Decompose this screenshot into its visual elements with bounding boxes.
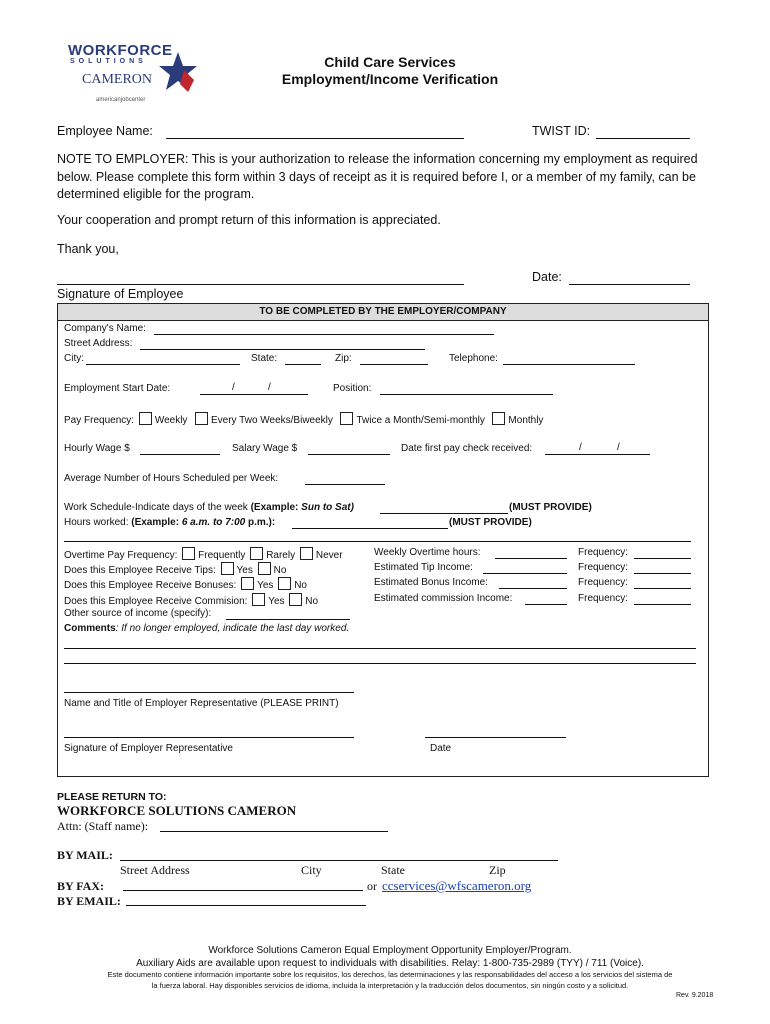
tip-frequency-label: Frequency: bbox=[578, 562, 629, 573]
first-check-field[interactable]: / / bbox=[545, 443, 650, 455]
street-field[interactable] bbox=[140, 349, 425, 350]
company-name-label: Company's Name: bbox=[64, 323, 146, 334]
company-name-row bbox=[64, 323, 146, 334]
commission-frequency-field[interactable] bbox=[634, 604, 691, 605]
by-fax-label: BY FAX: bbox=[57, 879, 104, 893]
commission-row bbox=[64, 593, 318, 607]
mail-street-caption: Street Address bbox=[120, 863, 190, 877]
employee-name-label: Employee Name: bbox=[57, 124, 153, 138]
email-link[interactable]: ccservices@wfscameron.org bbox=[382, 878, 532, 893]
hours-worked-field[interactable] bbox=[292, 528, 448, 529]
biweekly-checkbox[interactable] bbox=[195, 412, 208, 425]
schedule-label: Work Schedule-Indicate days of the week bbox=[64, 502, 248, 513]
hourly-wage-field[interactable] bbox=[140, 454, 220, 455]
bonuses-no-checkbox[interactable] bbox=[278, 577, 291, 590]
street-label: Street Address: bbox=[64, 338, 133, 349]
attn-label: Attn: (Staff name): bbox=[57, 819, 149, 833]
company-name-field[interactable] bbox=[154, 334, 494, 335]
overtime-row bbox=[64, 547, 343, 561]
biweekly-option: Every Two Weeks/Biweekly bbox=[211, 415, 333, 426]
thank-you-text: Thank you, bbox=[57, 242, 119, 256]
cooperation-text: Your cooperation and prompt return of this information is appreciated. bbox=[57, 213, 441, 227]
city-label: City: bbox=[64, 353, 84, 364]
tips-label: Does this Employee Receive Tips: bbox=[64, 565, 216, 576]
zip-field[interactable] bbox=[360, 364, 428, 365]
hours-worked-row bbox=[64, 517, 275, 528]
est-bonus-label: Estimated Bonus Income: bbox=[374, 577, 488, 588]
tips-no-checkbox[interactable] bbox=[258, 562, 271, 575]
est-tip-label: Estimated Tip Income: bbox=[374, 562, 473, 573]
pay-frequency-label: Pay Frequency: bbox=[64, 415, 135, 426]
twist-id-field[interactable] bbox=[596, 138, 690, 139]
footer-spanish-2: la fuerza laboral. Hay disponibles servicios de idioma, incluida la interpretación y la traducción delos documentos, sin ningún costo y a solicitud. bbox=[151, 981, 629, 990]
by-email-label: BY EMAIL: bbox=[57, 894, 121, 908]
rep-signature-label: Signature of Employer Representative bbox=[64, 743, 233, 754]
state-field[interactable] bbox=[285, 364, 321, 365]
commission-yes: Yes bbox=[268, 596, 285, 607]
bonuses-no: No bbox=[294, 580, 307, 591]
email-field[interactable] bbox=[126, 905, 366, 906]
weekly-overtime-field[interactable] bbox=[495, 558, 567, 559]
attn-field[interactable] bbox=[160, 831, 388, 832]
weekly-checkbox[interactable] bbox=[139, 412, 152, 425]
mail-state-caption: State bbox=[381, 863, 405, 877]
commission-no-checkbox[interactable] bbox=[289, 593, 302, 606]
overtime-frequency-label: Frequency: bbox=[578, 547, 629, 558]
employee-signature-field[interactable] bbox=[57, 284, 464, 285]
bonuses-row bbox=[64, 577, 307, 591]
commission-no: No bbox=[305, 596, 319, 607]
footer-eeo: Workforce Solutions Cameron Equal Employment Opportunity Employer/Program. bbox=[208, 945, 572, 956]
rep-date-label: Date bbox=[430, 743, 452, 754]
pay-frequency-row bbox=[64, 412, 543, 426]
rep-name-label: Name and Title of Employer Representative (PLEASE PRINT) bbox=[64, 698, 339, 709]
mail-city-caption: City bbox=[301, 863, 322, 877]
fax-or: or bbox=[367, 879, 377, 893]
state-label: State: bbox=[251, 353, 278, 364]
overtime-frequency-field[interactable] bbox=[634, 558, 691, 559]
please-return-label: PLEASE RETURN TO: bbox=[57, 791, 167, 803]
never-checkbox[interactable] bbox=[300, 547, 313, 560]
position-field[interactable] bbox=[380, 394, 553, 395]
mail-field[interactable] bbox=[120, 860, 558, 861]
est-commission-field[interactable] bbox=[525, 604, 567, 605]
workforce-logo bbox=[66, 40, 196, 108]
semimonthly-checkbox[interactable] bbox=[340, 412, 353, 425]
note-paragraph: NOTE TO EMPLOYER: This is your authorization to release the information concerning my employment as required below. Please complete this form within 3 days of receipt as it is required before I, or a member of my family, can be determined eligible for the program. bbox=[57, 152, 698, 201]
est-tip-field[interactable] bbox=[483, 573, 567, 574]
street-row bbox=[64, 338, 132, 349]
salary-wage-label: Salary Wage $ bbox=[232, 443, 298, 454]
rep-name-field[interactable] bbox=[64, 692, 354, 693]
weekly-option: Weekly bbox=[154, 415, 188, 426]
commission-frequency-label: Frequency: bbox=[578, 593, 629, 604]
rep-date-field[interactable] bbox=[425, 737, 566, 738]
section-divider bbox=[64, 541, 691, 542]
other-income-field[interactable] bbox=[226, 619, 350, 620]
salary-wage-field[interactable] bbox=[308, 454, 390, 455]
never-option: Never bbox=[315, 550, 343, 561]
bonus-frequency-label: Frequency: bbox=[578, 577, 629, 588]
frequently-checkbox[interactable] bbox=[182, 547, 195, 560]
employee-date-field[interactable] bbox=[569, 284, 690, 285]
logo-line4: americanjobcenter bbox=[96, 97, 146, 103]
est-commission-label: Estimated commission Income: bbox=[374, 593, 513, 604]
rarely-checkbox[interactable] bbox=[250, 547, 263, 560]
fax-field[interactable] bbox=[123, 890, 363, 891]
bonuses-label: Does this Employee Receive Bonuses: bbox=[64, 580, 237, 591]
return-org: WORKFORCE SOLUTIONS CAMERON bbox=[57, 803, 297, 818]
monthly-checkbox[interactable] bbox=[492, 412, 505, 425]
start-date-field[interactable]: / / bbox=[200, 383, 308, 395]
comments-row bbox=[64, 623, 349, 634]
tips-yes-checkbox[interactable] bbox=[221, 562, 234, 575]
tips-row bbox=[64, 562, 286, 576]
city-field[interactable] bbox=[86, 364, 240, 365]
position-label: Position: bbox=[333, 383, 372, 394]
footer-aux: Auxiliary Aids are available upon request to individuals with disabilities. Relay: 1-800-735-2989 (TYY) / 711 (Voice). bbox=[136, 958, 644, 969]
tips-no: No bbox=[273, 565, 287, 576]
est-bonus-field[interactable] bbox=[499, 588, 567, 589]
avg-hours-field[interactable] bbox=[305, 484, 385, 485]
schedule-example: (Example: bbox=[250, 502, 299, 513]
employee-date-label: Date: bbox=[532, 270, 562, 284]
first-check-label: Date first pay check received: bbox=[401, 443, 533, 454]
page-subtitle: Employment/Income Verification bbox=[281, 71, 499, 87]
comments-label: Comments bbox=[64, 623, 116, 634]
rep-signature-field[interactable] bbox=[64, 737, 354, 738]
bonus-frequency-field[interactable] bbox=[634, 588, 691, 589]
other-income-label: Other source of income (specify): bbox=[64, 608, 212, 619]
star-icon bbox=[158, 50, 198, 94]
page-title: Child Care Services bbox=[324, 54, 456, 70]
schedule-example-value: Sun to Sat) bbox=[301, 502, 354, 513]
tips-yes: Yes bbox=[236, 565, 253, 576]
schedule-must-provide: (MUST PROVIDE) bbox=[509, 502, 592, 513]
comments-hint: : If no longer employed, indicate the last day worked. bbox=[115, 623, 350, 634]
telephone-field[interactable] bbox=[503, 364, 635, 365]
comments-line-2[interactable] bbox=[64, 663, 696, 664]
hours-example-pm: p.m.): bbox=[247, 517, 276, 528]
hours-must-provide: (MUST PROVIDE) bbox=[449, 517, 532, 528]
footer-spanish-1: Este documento contiene información importante sobre los requisitos, los derechos, las determinaciones y las responsabilidades del acceso a los servicios del sistema de bbox=[107, 970, 673, 979]
zip-label: Zip: bbox=[335, 353, 352, 364]
hours-example: (Example: bbox=[131, 517, 180, 528]
hours-example-value: 6 a.m. to 7:00 bbox=[181, 517, 246, 528]
logo-line2: SOLUTIONS bbox=[70, 58, 147, 65]
hours-worked-label: Hours worked: bbox=[64, 517, 129, 528]
frequently-option: Frequently bbox=[198, 550, 246, 561]
employer-section-heading: TO BE COMPLETED BY THE EMPLOYER/COMPANY bbox=[57, 303, 709, 321]
avg-hours-label: Average Number of Hours Scheduled per Week: bbox=[64, 473, 279, 484]
bonuses-yes: Yes bbox=[257, 580, 274, 591]
logo-line1: WORKFORCE bbox=[68, 42, 173, 59]
tip-frequency-field[interactable] bbox=[634, 573, 691, 574]
by-mail-label: BY MAIL: bbox=[57, 848, 113, 862]
work-schedule-field[interactable] bbox=[380, 513, 508, 514]
semimonthly-option: Twice a Month/Semi-monthly bbox=[356, 415, 485, 426]
commission-label: Does this Employee Receive Commision: bbox=[64, 596, 248, 607]
bonuses-yes-checkbox[interactable] bbox=[241, 577, 254, 590]
twist-id-label: TWIST ID: bbox=[532, 124, 591, 138]
start-date-label: Employment Start Date: bbox=[64, 383, 171, 394]
logo-line3: CAMERON bbox=[82, 72, 153, 87]
rarely-option: Rarely bbox=[266, 550, 296, 561]
revision: Rev. 9.2018 bbox=[676, 992, 714, 999]
comments-line-1[interactable] bbox=[64, 648, 696, 649]
work-schedule-row bbox=[64, 502, 354, 513]
telephone-label: Telephone: bbox=[449, 353, 498, 364]
overtime-label: Overtime Pay Frequency: bbox=[64, 550, 178, 561]
mail-zip-caption: Zip bbox=[489, 863, 506, 877]
employee-signature-label: Signature of Employee bbox=[57, 287, 184, 301]
hourly-wage-label: Hourly Wage $ bbox=[64, 443, 130, 454]
commission-yes-checkbox[interactable] bbox=[252, 593, 265, 606]
weekly-overtime-label: Weekly Overtime hours: bbox=[374, 547, 481, 558]
employee-name-field[interactable] bbox=[166, 138, 464, 139]
monthly-option: Monthly bbox=[508, 415, 544, 426]
